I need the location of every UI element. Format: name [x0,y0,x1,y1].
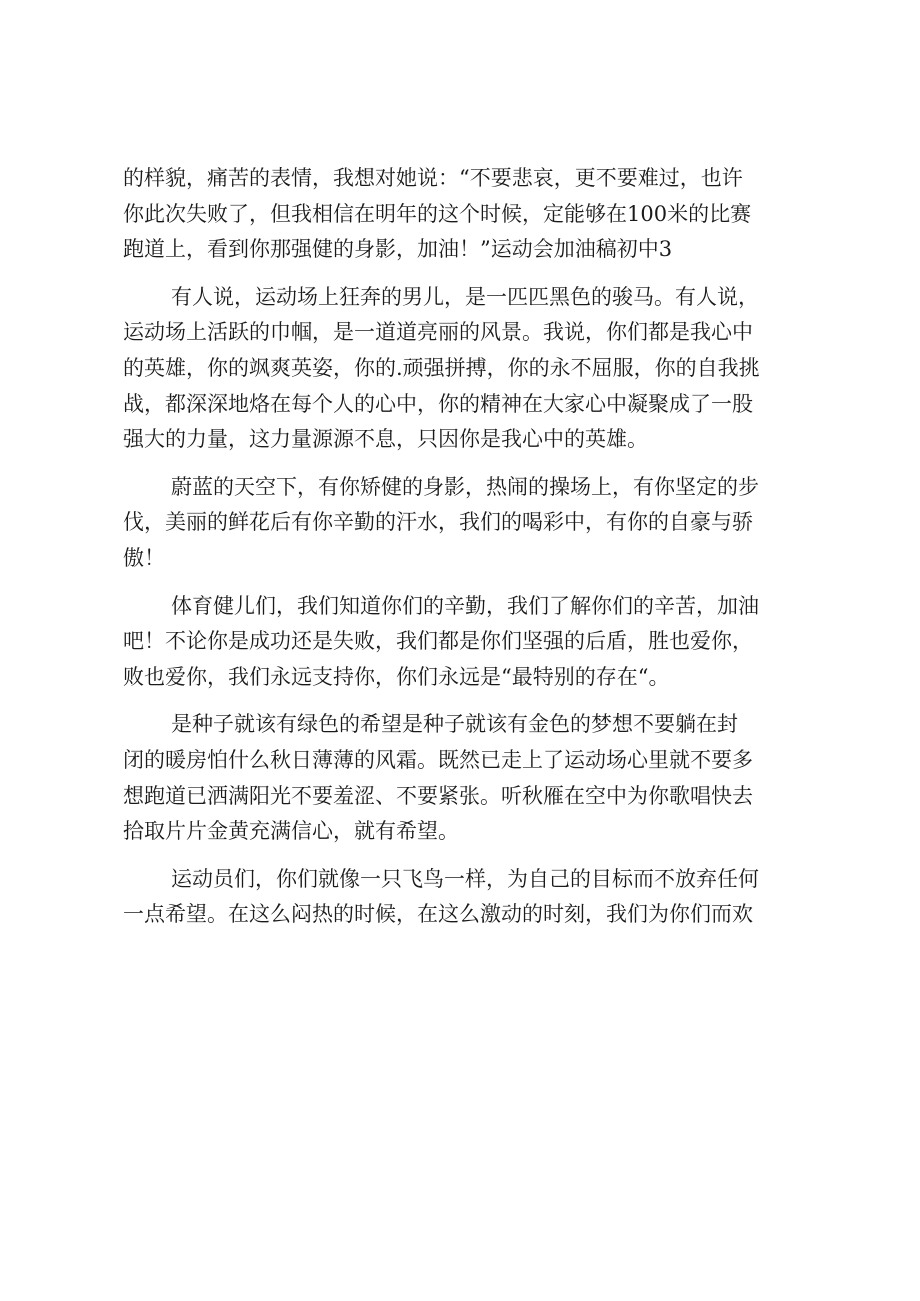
text-line: 战，都深深地烙在每个人的心中，你的精神在大家心中凝聚成了一股 [123,391,753,416]
document-body [123,161,823,933]
text-line: 你此次失败了，但我相信在明年的这个时候，定能够在100米的比赛 [123,201,752,226]
text-line: 蔚蓝的天空下，有你矫健的身影，热闹的操场上，有你坚定的步 [171,474,759,499]
paragraph [123,161,823,268]
text-line: 运动场上活跃的巾帼，是一道道亮丽的风景。我说，你们都是我心中 [123,320,753,345]
text-line: 的样貌，痛苦的表情，我想对她说：“不要悲哀，更不要难过，也许 [123,166,743,190]
text-line: 体育健儿们，我们知道你们的辛勤，我们了解你们的辛苦，加油 [171,593,759,618]
text-line: 吧！不论你是成功还是失败，我们都是你们坚强的后盾，胜也爱你， [123,629,753,654]
text-line: 是种子就该有绿色的希望是种子就该有金色的梦想不要躺在封 [171,712,738,737]
text-line: 败也爱你，我们永远支持你，你们永远是“最特别的存在“。 [123,664,670,689]
text-line: 运动员们，你们就像一只飞鸟一样，为自己的目标而不放弃任何 [171,866,759,891]
text-line: 想跑道已洒满阳光不要羞涩、不要紧张。听秋雁在空中为你歌唱快去 [123,783,753,808]
text-line: 伐，美丽的鲜花后有你辛勤的汗水，我们的喝彩中，有你的自豪与骄 [123,510,753,535]
paragraph [123,280,823,458]
text-line: 的英雄，你的飒爽英姿，你的.顽强拼搏，你的永不屈服，你的自我挑 [123,355,760,380]
text-line: 拾取片片金黄充满信心，就有希望。 [123,819,459,844]
text-line: 闭的暖房怕什么秋日薄薄的风霜。既然已走上了运动场心里就不要多 [123,747,753,772]
text-line: 强大的力量，这力量源源不息，只因你是我心中的英雄。 [123,427,648,452]
text-line: 跑道上，看到你那强健的身影，加油！”运动会加油稿初中3 [123,237,673,262]
text-line: 一点希望。在这么闷热的时候，在这么激动的时刻，我们为你们而欢 [123,902,753,927]
text-line: 傲！ [123,545,165,570]
paragraph [123,589,823,696]
paragraph [123,862,823,933]
text-line: 有人说，运动场上狂奔的男儿，是一匹匹黑色的骏马。有人说， [171,284,759,309]
paragraph [123,470,823,577]
paragraph [123,707,823,849]
